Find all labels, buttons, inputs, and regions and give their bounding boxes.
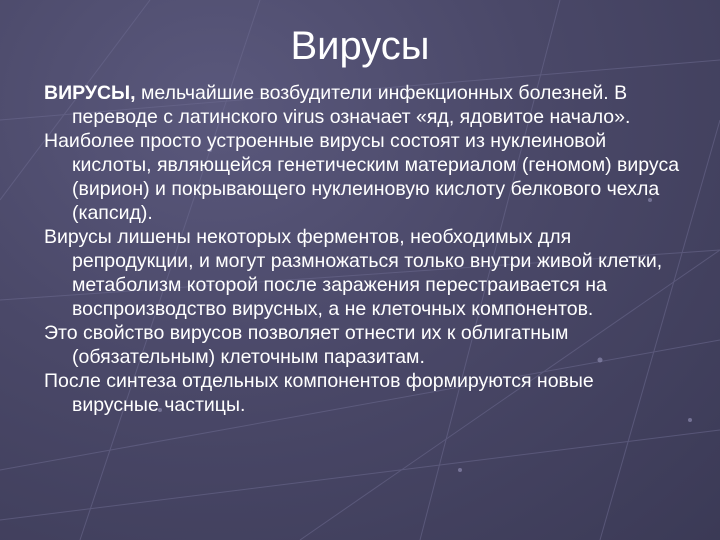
paragraph-synthesis bbox=[44, 369, 684, 417]
paragraph-definition bbox=[44, 81, 684, 129]
paragraph-text: Это свойство вирусов позволяет отнести их к облигатным (обязательным) клеточным паразитам. bbox=[44, 322, 569, 368]
paragraph-structure bbox=[44, 129, 684, 225]
paragraph-text: Наиболее просто устроенные вирусы состоят из нуклеиновой кислоты, являющейся генетическим материалом (геномом) вируса (вирион) и покрывающего нуклеиновую кислоту белкового чехла (капсид). bbox=[44, 130, 680, 224]
slide-title: Вирусы bbox=[290, 24, 430, 68]
paragraph-text: После синтеза отдельных компонентов формируются новые вирусные частицы. bbox=[44, 370, 594, 416]
paragraph-text: Вирусы лишены некоторых ферментов, необходимых для репродукции, и могут размножаться только внутри живой клетки, метаболизм которой после заражения перестраивается на воспроизводство вирусных, а не клеточных компонентов. bbox=[44, 226, 663, 320]
term-viruses: ВИРУСЫ, bbox=[44, 82, 136, 104]
paragraph-text: мельчайшие возбудители инфекционных болезней. В переводе с латинского virus означает «яд, ядовитое начало». bbox=[72, 82, 631, 128]
paragraph-reproduction bbox=[44, 225, 684, 321]
slide-body bbox=[44, 81, 684, 417]
paragraph-parasites bbox=[44, 321, 684, 369]
